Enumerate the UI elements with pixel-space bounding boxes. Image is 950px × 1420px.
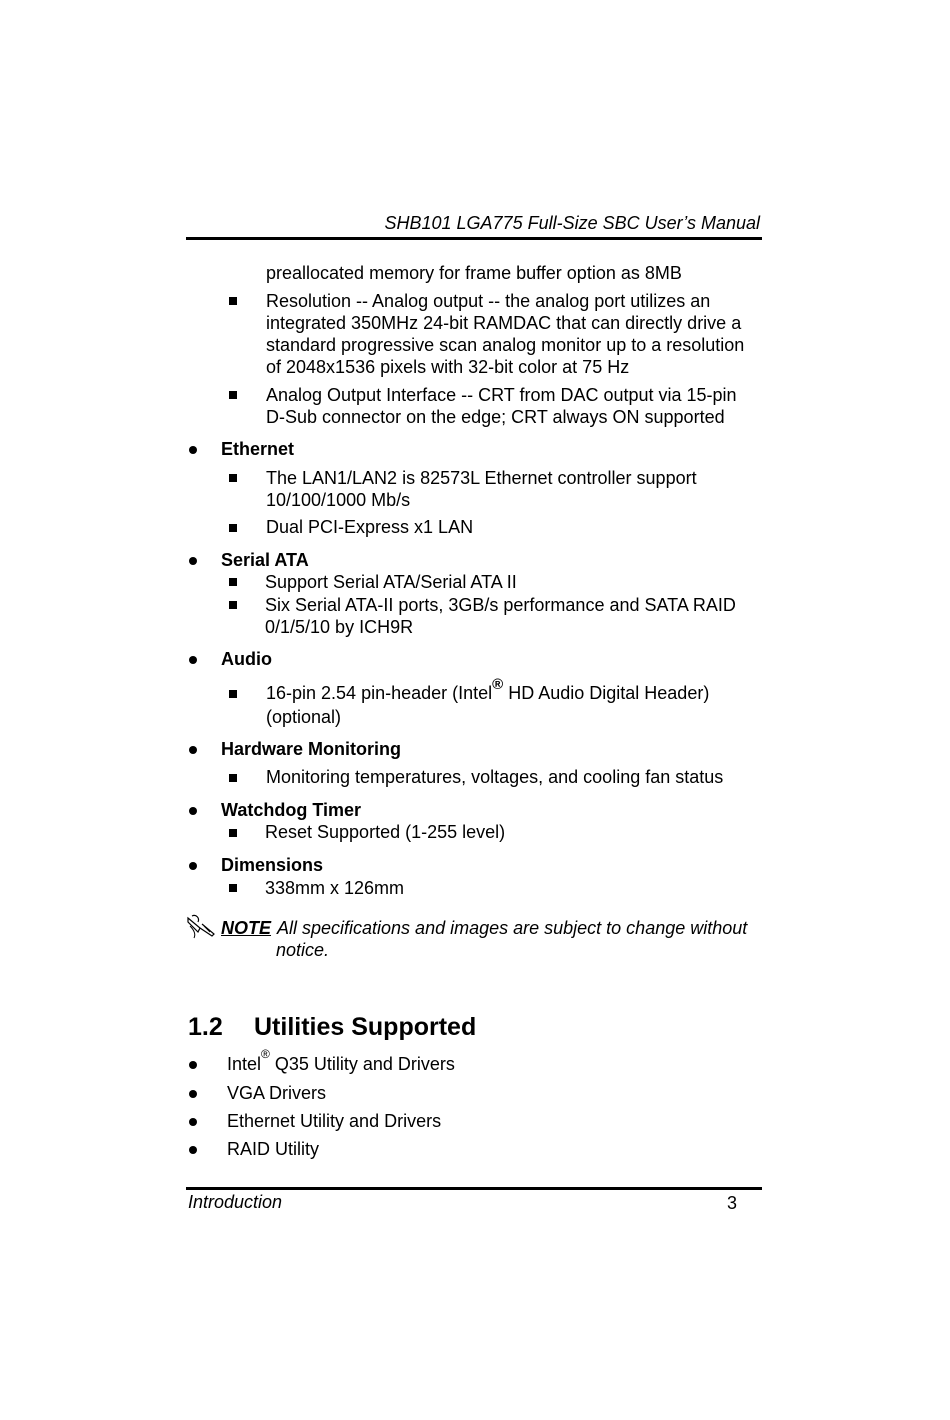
round-bullet-icon xyxy=(189,446,197,454)
square-bullet-icon xyxy=(229,884,237,892)
dimensions-item-1: 338mm x 126mm xyxy=(265,878,405,898)
note-text-line-1: All specifications and images are subject to change without xyxy=(277,918,748,938)
sata-item-1: Support Serial ATA/Serial ATA II xyxy=(265,572,517,592)
square-bullet-icon xyxy=(229,474,237,482)
ethernet-item-1-line-1: The LAN1/LAN2 is 82573L Ethernet controller support xyxy=(266,468,697,488)
audio-item-1-line-2: (optional) xyxy=(266,707,342,727)
graphics-continuation: preallocated memory for frame buffer option as 8MB xyxy=(266,263,682,283)
audio-heading: Audio xyxy=(221,649,272,669)
sata-heading: Serial ATA xyxy=(221,550,309,570)
note-label: NOTE xyxy=(221,918,272,938)
audio-text-a: 16-pin 2.54 pin-header (Intel xyxy=(266,683,493,703)
header-rule xyxy=(186,237,762,240)
watchdog-heading: Watchdog Timer xyxy=(221,800,362,820)
page-number: 3 xyxy=(727,1193,738,1213)
analog-interface-line-2: D-Sub connector on the edge; CRT always ON supported xyxy=(266,407,725,427)
square-bullet-icon xyxy=(229,829,237,837)
round-bullet-icon xyxy=(189,862,197,870)
watchdog-item-1: Reset Supported (1-255 level) xyxy=(265,822,506,842)
round-bullet-icon xyxy=(189,656,197,664)
section-number: 1.2 xyxy=(188,1013,223,1041)
square-bullet-icon xyxy=(229,774,237,782)
hwmon-heading: Hardware Monitoring xyxy=(221,739,402,759)
round-bullet-icon xyxy=(189,1090,197,1098)
square-bullet-icon xyxy=(229,601,237,609)
resolution-line-4: of 2048x1536 pixels with 32-bit color at 75 Hz xyxy=(266,357,630,377)
sata-item-2-line-2: 0/1/5/10 by ICH9R xyxy=(265,617,414,637)
utility-item-1 xyxy=(227,1047,455,1075)
hwmon-item-1: Monitoring temperatures, voltages, and cooling fan status xyxy=(266,767,724,787)
note-pen-icon xyxy=(186,912,218,945)
resolution-line-1: Resolution -- Analog output -- the analog port utilizes an xyxy=(266,291,711,311)
utility-item-2: VGA Drivers xyxy=(227,1083,327,1103)
utility-item-3: Ethernet Utility and Drivers xyxy=(227,1111,442,1131)
analog-interface-line-1: Analog Output Interface -- CRT from DAC output via 15-pin xyxy=(266,385,737,405)
resolution-line-2: integrated 350MHz 24-bit RAMDAC that can directly drive a xyxy=(266,313,742,333)
sata-item-2-line-1: Six Serial ATA-II ports, 3GB/s performance and SATA RAID xyxy=(265,595,736,615)
ethernet-item-2: Dual PCI-Express x1 LAN xyxy=(266,517,474,537)
square-bullet-icon xyxy=(229,391,237,399)
square-bullet-icon xyxy=(229,524,237,532)
square-bullet-icon xyxy=(229,690,237,698)
ethernet-heading: Ethernet xyxy=(221,439,295,459)
round-bullet-icon xyxy=(189,1146,197,1154)
ethernet-item-1-line-2: 10/100/1000 Mb/s xyxy=(266,490,411,510)
round-bullet-icon xyxy=(189,1118,197,1126)
round-bullet-icon xyxy=(189,557,197,565)
square-bullet-icon xyxy=(229,297,237,305)
utility-item-4: RAID Utility xyxy=(227,1139,320,1159)
utility-item-1-text-b: Q35 Utility and Drivers xyxy=(269,1054,455,1074)
utility-item-1-text-a: Intel xyxy=(227,1054,262,1074)
square-bullet-icon xyxy=(229,578,237,586)
note-text-line-2: notice. xyxy=(276,940,330,960)
running-header-title: SHB101 LGA775 Full-Size SBC User’s Manual xyxy=(384,213,760,233)
round-bullet-icon xyxy=(189,807,197,815)
footer-chapter: Introduction xyxy=(188,1192,283,1212)
section-title: Utilities Supported xyxy=(254,1013,477,1041)
dimensions-heading: Dimensions xyxy=(221,855,324,875)
footer-rule xyxy=(186,1187,762,1190)
registered-mark: ® xyxy=(492,676,504,693)
audio-text-b: HD Audio Digital Header) xyxy=(503,683,710,703)
round-bullet-icon xyxy=(189,746,197,754)
resolution-line-3: standard progressive scan analog monitor up to a resolution xyxy=(266,335,745,355)
round-bullet-icon xyxy=(189,1061,197,1069)
registered-mark: ® xyxy=(261,1047,270,1061)
audio-item-1-line-1 xyxy=(266,676,710,704)
